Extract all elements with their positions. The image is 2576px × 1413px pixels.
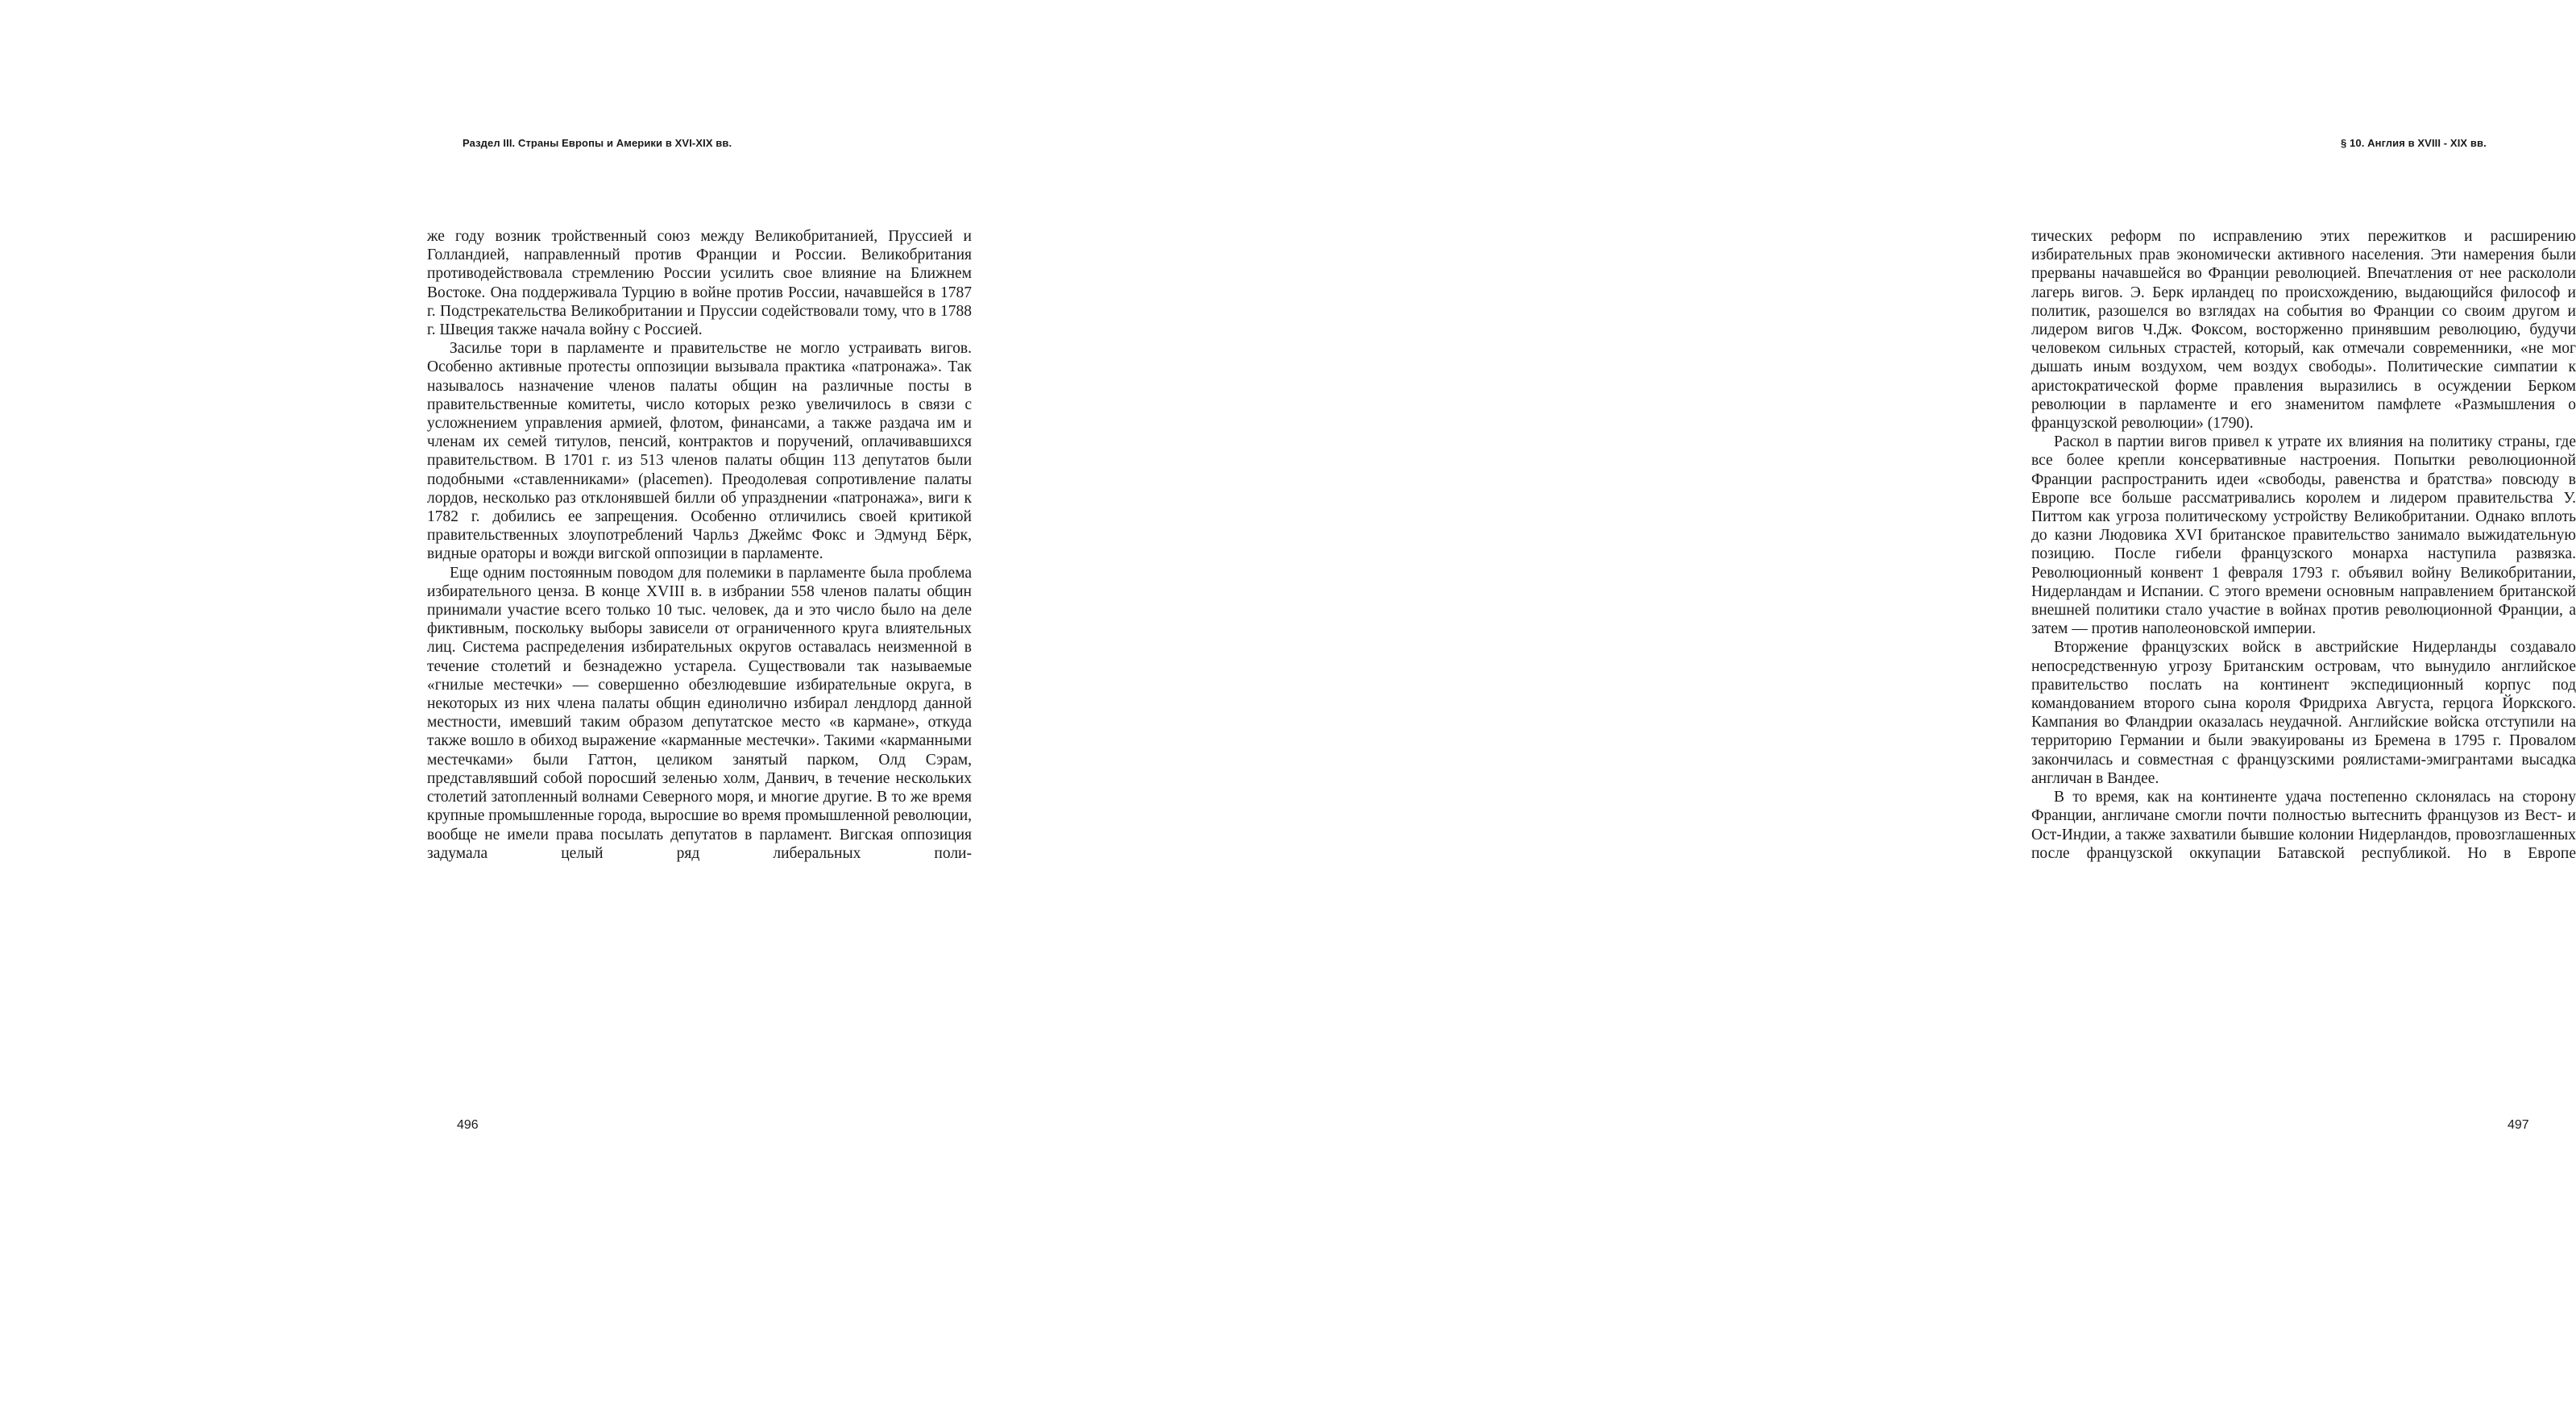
left-paragraph-3: Еще одним постоянным поводом для полемики в парламенте была проблема избирательного ценза. В конце XVIII в. в избрании 558 членов палаты общин принимали участие всего только 10 тыс. человек, да и это число было на деле фиктивным, поскольку выборы зависели от ограниченного круга влиятельных лиц. Система распределения избирательных округов оставалась неизменной в течение столетий и безнадежно устарела. Существовали так называемые «гнилые местечки» — совершенно обезлюдевшие избирательные округа, в некоторых из них члена палаты общин единолично избирал лендлорд данной местности, имевший таким образом депутатское место «в кармане», откуда также вошло в обиход выражение «карманные местечки». Такими «карманными местечками» были Гаттон, целиком занятый парком, Олд Сэрам, представлявший собой поросший зеленью холм, Данвич, в течение нескольких столетий затопленный волнами Северного моря, и многие другие. В то же время крупные промышленные города, выросшие во время промышленной революции, вообще не имели права посылать депутатов в парламент. Вигская оппозиция задумала целый ряд либеральных поли- (427, 564, 972, 862)
left-page-text (427, 227, 972, 863)
right-page-text (2031, 227, 2576, 863)
right-paragraph-3: Вторжение французских войск в австрийские Нидерланды создавало непосредственную угрозу Британским островам, что вынудило английское правительство послать на континент экспедиционный корпус под командованием второго сына короля Фридриха Августа, герцога Йоркского. Кампания во Фландрии оказалась неудачной. Английские войска отступили на территорию Германии и были эвакуированы из Бремена в 1795 г. Провалом закончилась и совместная с французскими роялистами-эмигрантами высадка англичан в Вандее. (2031, 639, 2576, 787)
right-paragraph-1: тических реформ по исправлению этих пережитков и расширению избирательных прав экономически активного населения. Эти намерения были прерваны начавшейся во Франции революцией. Впечатления от нее раскололи лагерь вигов. Э. Берк ирландец по происхождению, выдающийся философ и политик, разошелся во взглядах на события во Франции со своим другом и лидером вигов Ч.Дж. Фоксом, восторженно принявшим революцию, будучи человеком сильных страстей, который, как отмечали современники, «не мог дышать иным воздухом, чем воздух свободы». Политические симпатии к аристократической форме правления выразились в осуждении Берком революции в парламенте и его знаменитом памфлете «Размышления о французской революции» (1790). (2031, 228, 2576, 433)
left-page (0, 0, 999, 1413)
running-head-left: Раздел III. Страны Европы и Америки в XVI-XIX вв. (463, 137, 732, 149)
right-page (999, 0, 2576, 1413)
left-paragraph-1: же году возник тройственный союз между Великобританией, Пруссией и Голландией, направленный против Франции и России. Великобритания противодействовала стремлению России усилить свое влияние на Ближнем Востоке. Она поддерживала Турцию в войне против России, начавшейся в 1787 г. Подстрекательства Великобритании и Пруссии содействовали тому, что в 1788 г. Швеция также начала войну с Россией. (427, 228, 972, 339)
left-paragraph-2: Засилье тори в парламенте и правительстве не могло устраивать вигов. Особенно активные протесты оппозиции вызывала практика «патронажа». Так называлось назначение членов палаты общин на различные посты в правительственные комитеты, число которых резко увеличилось в связи с усложнением управления армией, флотом, финансами, а также раздача им и членам их семей титулов, пенсий, контрактов и поручений, оплачивавшихся правительством. В 1701 г. из 513 членов палаты общин 113 депутатов были подобными «ставленниками» (placemen). Преодолевая сопротивление палаты лордов, несколько раз отклонявшей билли об упразднении «патронажа», виги к 1782 г. добились ее запрещения. Особенно отличились своей критикой правительственных злоупотреблений Чарльз Джеймс Фокс и Эдмунд Бёрк, видные ораторы и вожди вигской оппозиции в парламенте. (427, 340, 972, 563)
page-number-right: 497 (2508, 1118, 2529, 1132)
running-head-right: § 10. Англия в XVIII - XIX вв. (2341, 137, 2487, 149)
page-number-left: 496 (457, 1118, 479, 1132)
right-paragraph-2: Раскол в партии вигов привел к утрате их влияния на политику страны, где все более крепли консервативные настроения. Попытки революционной Франции распространить идеи «свободы, равенства и братства» повсюду в Европе все больше рассматривались королем и лидером правительства У. Питтом как угроза политическому устройству Великобритании. Однако вплоть до казни Людовика XVI британское правительство занимало выжидательную позицию. После гибели французского монарха наступила развязка. Революционный конвент 1 февраля 1793 г. объявил войну Великобритании, Нидерландам и Испании. С этого времени основным направлением британской внешней политики стало участие в войнах против революционной Франции, а затем — против наполеоновской империи. (2031, 433, 2576, 638)
right-paragraph-4: В то время, как на континенте удача постепенно склонялась на сторону Франции, англичане смогли почти полностью вытеснить французов из Вест- и Ост-Индии, а также захватили бывшие колонии Нидерландов, провозглашенных после французской оккупации Батавской республикой. Но в Европе (2031, 789, 2576, 862)
